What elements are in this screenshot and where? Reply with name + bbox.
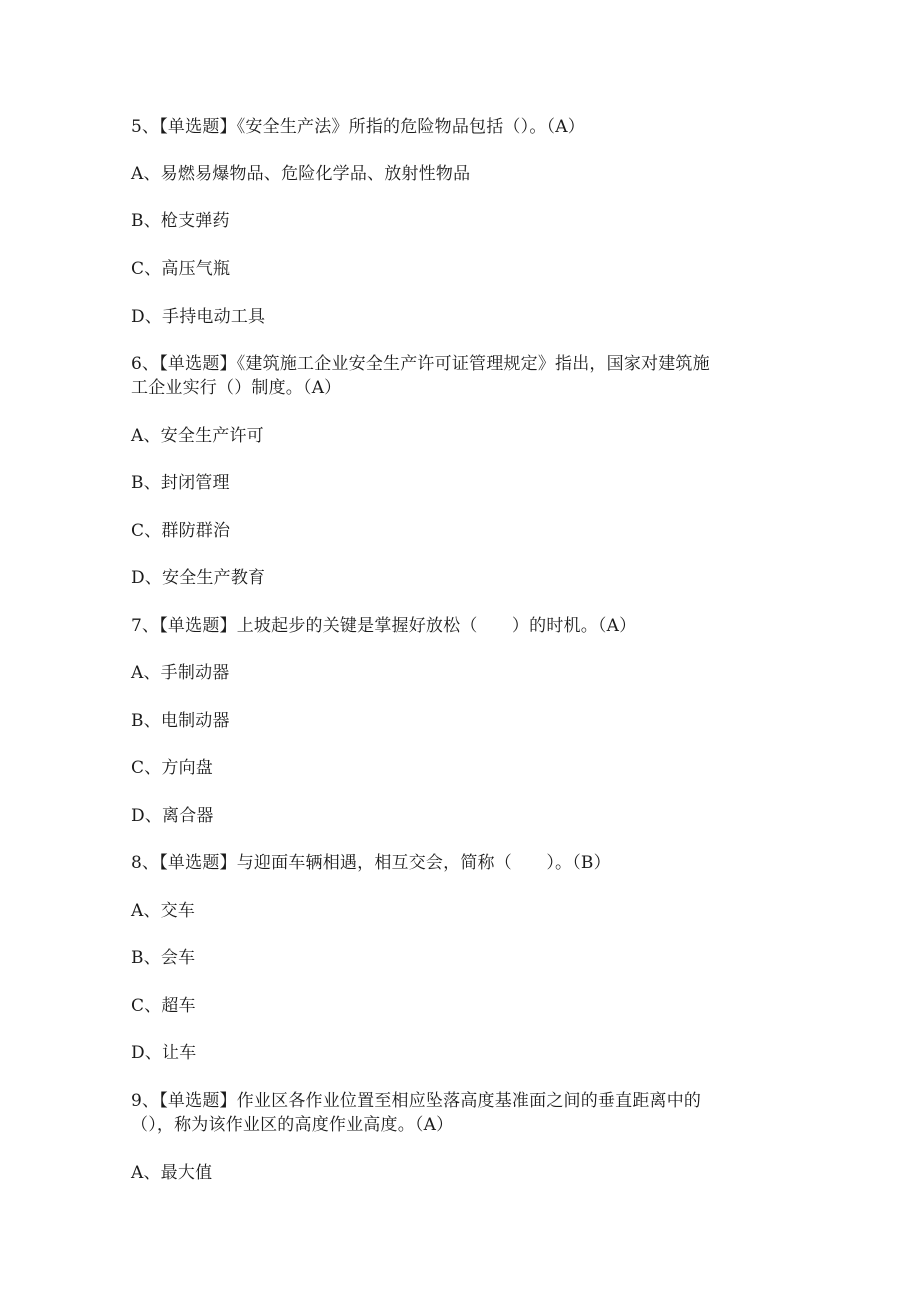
question-5-option-d: D、手持电动工具: [131, 307, 266, 327]
question-9-option-a: A、最大值: [131, 1163, 213, 1183]
question-9-stem-line-2: （），称为该作业区的高度作业高度。（A）: [131, 1115, 454, 1135]
question-8-option-d: D、让车: [131, 1043, 197, 1063]
question-8-option-a: A、交车: [131, 901, 196, 921]
question-5-stem: 5、【单选题】《安全生产法》所指的危险物品包括（）。（A）: [131, 117, 585, 137]
question-5-option-c: C、高压气瓶: [131, 259, 231, 279]
question-6-option-d: D、安全生产教育: [131, 568, 266, 588]
question-5-option-b: B、枪支弹药: [131, 211, 230, 231]
question-6-stem-line-1: 6、【单选题】《建筑施工企业安全生产许可证管理规定》指出，国家对建筑施: [131, 354, 710, 374]
question-6-option-c: C、群防群治: [131, 521, 231, 541]
question-7-stem: 7、【单选题】上坡起步的关键是掌握好放松（ ）的时机。（A）: [131, 616, 637, 636]
question-8-stem: 8、【单选题】与迎面车辆相遇，相互交会，简称（ ）。（B）: [131, 853, 611, 873]
question-5-option-a: A、易燃易爆物品、危险化学品、放射性物品: [131, 164, 471, 184]
question-6-stem-line-2: 工企业实行（）制度。（A）: [131, 378, 342, 398]
question-6-option-a: A、安全生产许可: [131, 426, 264, 446]
question-7-option-c: C、方向盘: [131, 758, 214, 778]
question-7-option-d: D、离合器: [131, 806, 214, 826]
question-7-option-a: A、手制动器: [131, 663, 230, 683]
question-8-option-b: B、会车: [131, 948, 196, 968]
question-7-option-b: B、电制动器: [131, 711, 230, 731]
question-9-stem-line-1: 9、【单选题】作业区各作业位置至相应坠落高度基准面之间的垂直距离中的: [131, 1091, 702, 1111]
question-6-option-b: B、封闭管理: [131, 473, 230, 493]
question-8-option-c: C、超车: [131, 996, 196, 1016]
